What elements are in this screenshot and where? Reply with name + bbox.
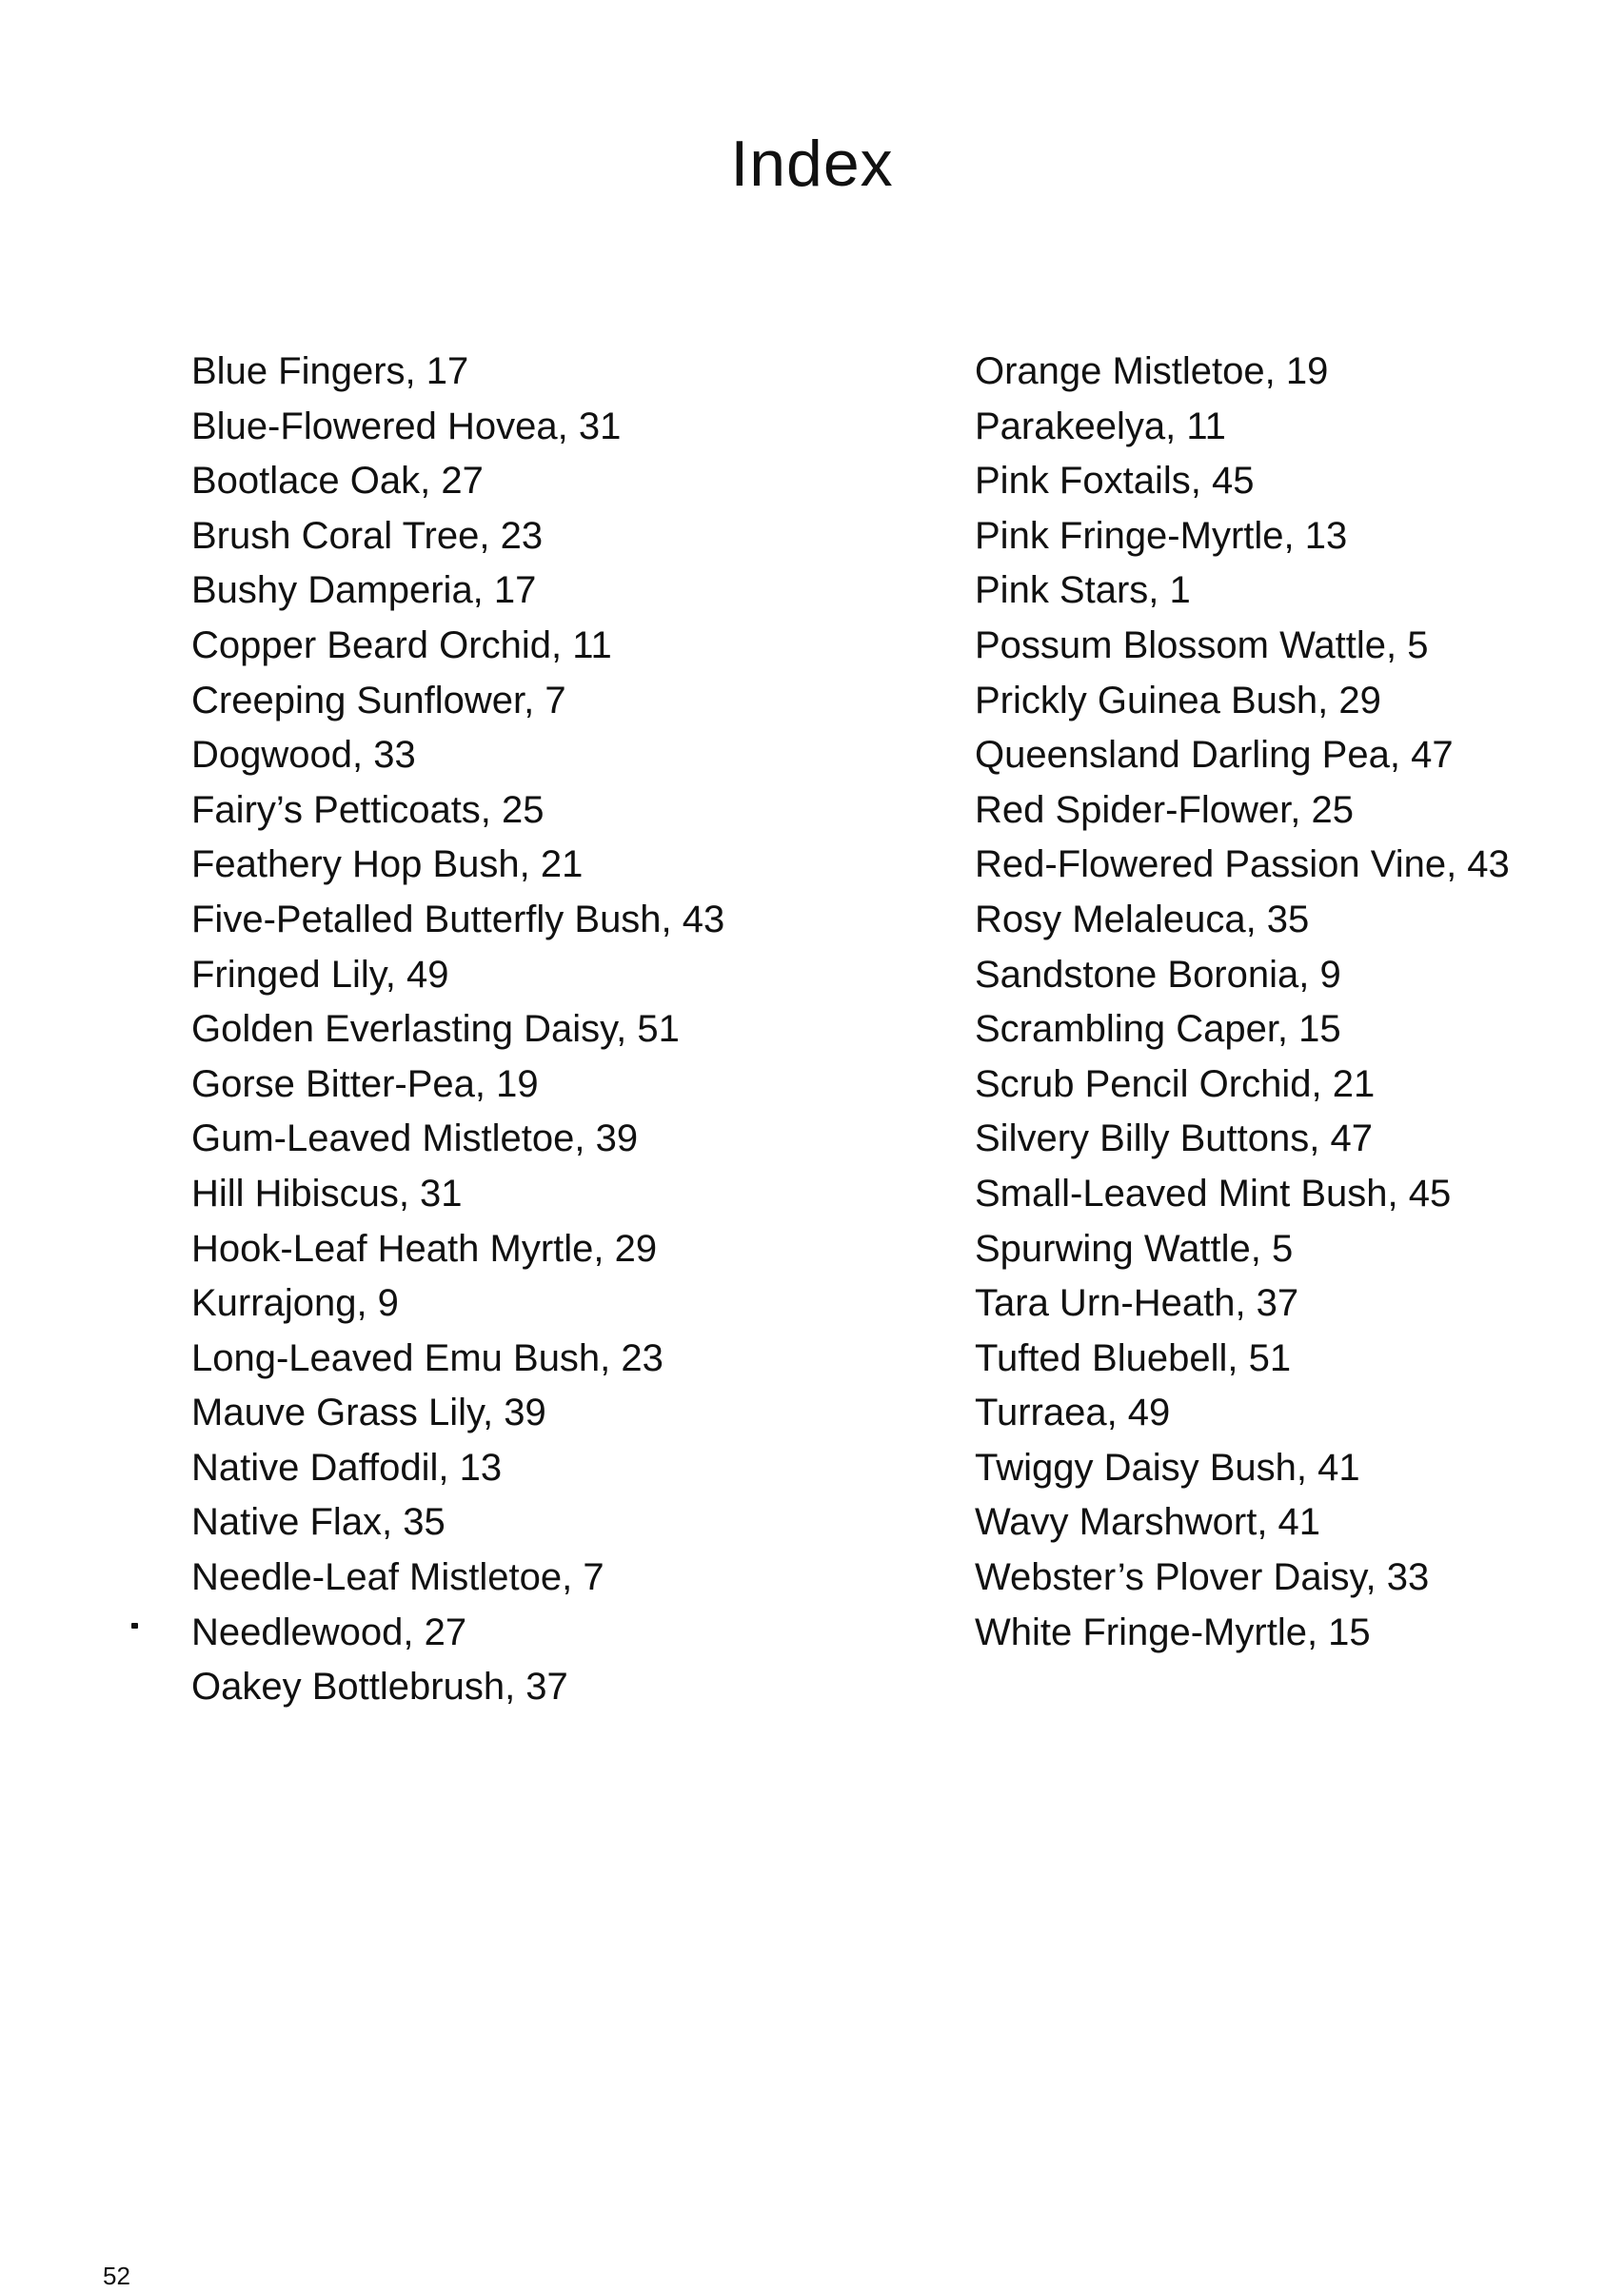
index-entry: Golden Everlasting Daisy, 51 xyxy=(191,1008,680,1051)
index-entry: Tara Urn-Heath, 37 xyxy=(975,1282,1299,1325)
index-entry: Needlewood, 27 xyxy=(191,1611,467,1653)
index-entry: Fairy’s Petticoats, 25 xyxy=(191,788,545,831)
index-entry: Fringed Lily, 49 xyxy=(191,953,449,996)
index-entry: Webster’s Plover Daisy, 33 xyxy=(975,1556,1430,1599)
index-entry: Copper Beard Orchid, 11 xyxy=(191,623,612,666)
index-entry: Long-Leaved Emu Bush, 23 xyxy=(191,1336,663,1379)
index-entry: Five-Petalled Butterfly Bush, 43 xyxy=(191,898,725,940)
index-entry: Native Daffodil, 13 xyxy=(191,1446,503,1489)
index-entry: Small-Leaved Mint Bush, 45 xyxy=(975,1172,1452,1215)
index-entry: Pink Stars, 1 xyxy=(975,569,1191,612)
index-entry: Queensland Darling Pea, 47 xyxy=(975,734,1454,777)
index-entry: Blue-Flowered Hovea, 31 xyxy=(191,405,622,447)
index-entry: Gorse Bitter-Pea, 19 xyxy=(191,1062,539,1105)
index-entry: Tufted Bluebell, 51 xyxy=(975,1336,1292,1379)
index-entry: Hill Hibiscus, 31 xyxy=(191,1172,463,1215)
index-entry: Possum Blossom Wattle, 5 xyxy=(975,623,1429,666)
index-entry: Pink Foxtails, 45 xyxy=(975,460,1255,503)
index-entry: Scrub Pencil Orchid, 21 xyxy=(975,1062,1376,1105)
index-entry: Gum-Leaved Mistletoe, 39 xyxy=(191,1117,639,1160)
index-entry: Parakeelya, 11 xyxy=(975,405,1226,447)
index-entry: Red Spider-Flower, 25 xyxy=(975,788,1354,831)
index-entry: Dogwood, 33 xyxy=(191,734,416,777)
index-entry: Bushy Damperia, 17 xyxy=(191,569,537,612)
index-entry: Mauve Grass Lily, 39 xyxy=(191,1392,546,1434)
index-entry: Orange Mistletoe, 19 xyxy=(975,350,1329,392)
index-entry: Red-Flowered Passion Vine, 43 xyxy=(975,843,1510,886)
index-entry: Hook-Leaf Heath Myrtle, 29 xyxy=(191,1227,658,1270)
index-entry: Feathery Hop Bush, 21 xyxy=(191,843,584,886)
index-entry: Needle-Leaf Mistletoe, 7 xyxy=(191,1556,604,1599)
index-column-left xyxy=(191,345,724,1715)
index-entry: Oakey Bottlebrush, 37 xyxy=(191,1666,568,1709)
index-entry: Silvery Billy Buttons, 47 xyxy=(975,1117,1373,1160)
index-entry: Brush Coral Tree, 23 xyxy=(191,514,544,557)
index-entry: Twiggy Daisy Bush, 41 xyxy=(975,1446,1360,1489)
index-column-right xyxy=(975,345,1510,1660)
page-number: 52 xyxy=(103,2262,130,2290)
index-entry: Pink Fringe-Myrtle, 13 xyxy=(975,514,1348,557)
index-entry: Bootlace Oak, 27 xyxy=(191,460,484,503)
index-entry: Scrambling Caper, 15 xyxy=(975,1008,1341,1051)
stray-dot-mark xyxy=(131,1623,138,1629)
index-entry: Kurrajong, 9 xyxy=(191,1282,399,1325)
index-entry: Turraea, 49 xyxy=(975,1392,1171,1434)
index-entry: Spurwing Wattle, 5 xyxy=(975,1227,1294,1270)
index-entry: Sandstone Boronia, 9 xyxy=(975,953,1341,996)
index-entry: Wavy Marshwort, 41 xyxy=(975,1501,1321,1544)
index-entry: Native Flax, 35 xyxy=(191,1501,446,1544)
index-entry: White Fringe-Myrtle, 15 xyxy=(975,1611,1371,1653)
page-title: Index xyxy=(730,128,894,200)
index-entry: Blue Fingers, 17 xyxy=(191,350,469,392)
index-entry: Rosy Melaleuca, 35 xyxy=(975,898,1310,940)
index-entry: Creeping Sunflower, 7 xyxy=(191,679,566,722)
index-entry: Prickly Guinea Bush, 29 xyxy=(975,679,1381,722)
